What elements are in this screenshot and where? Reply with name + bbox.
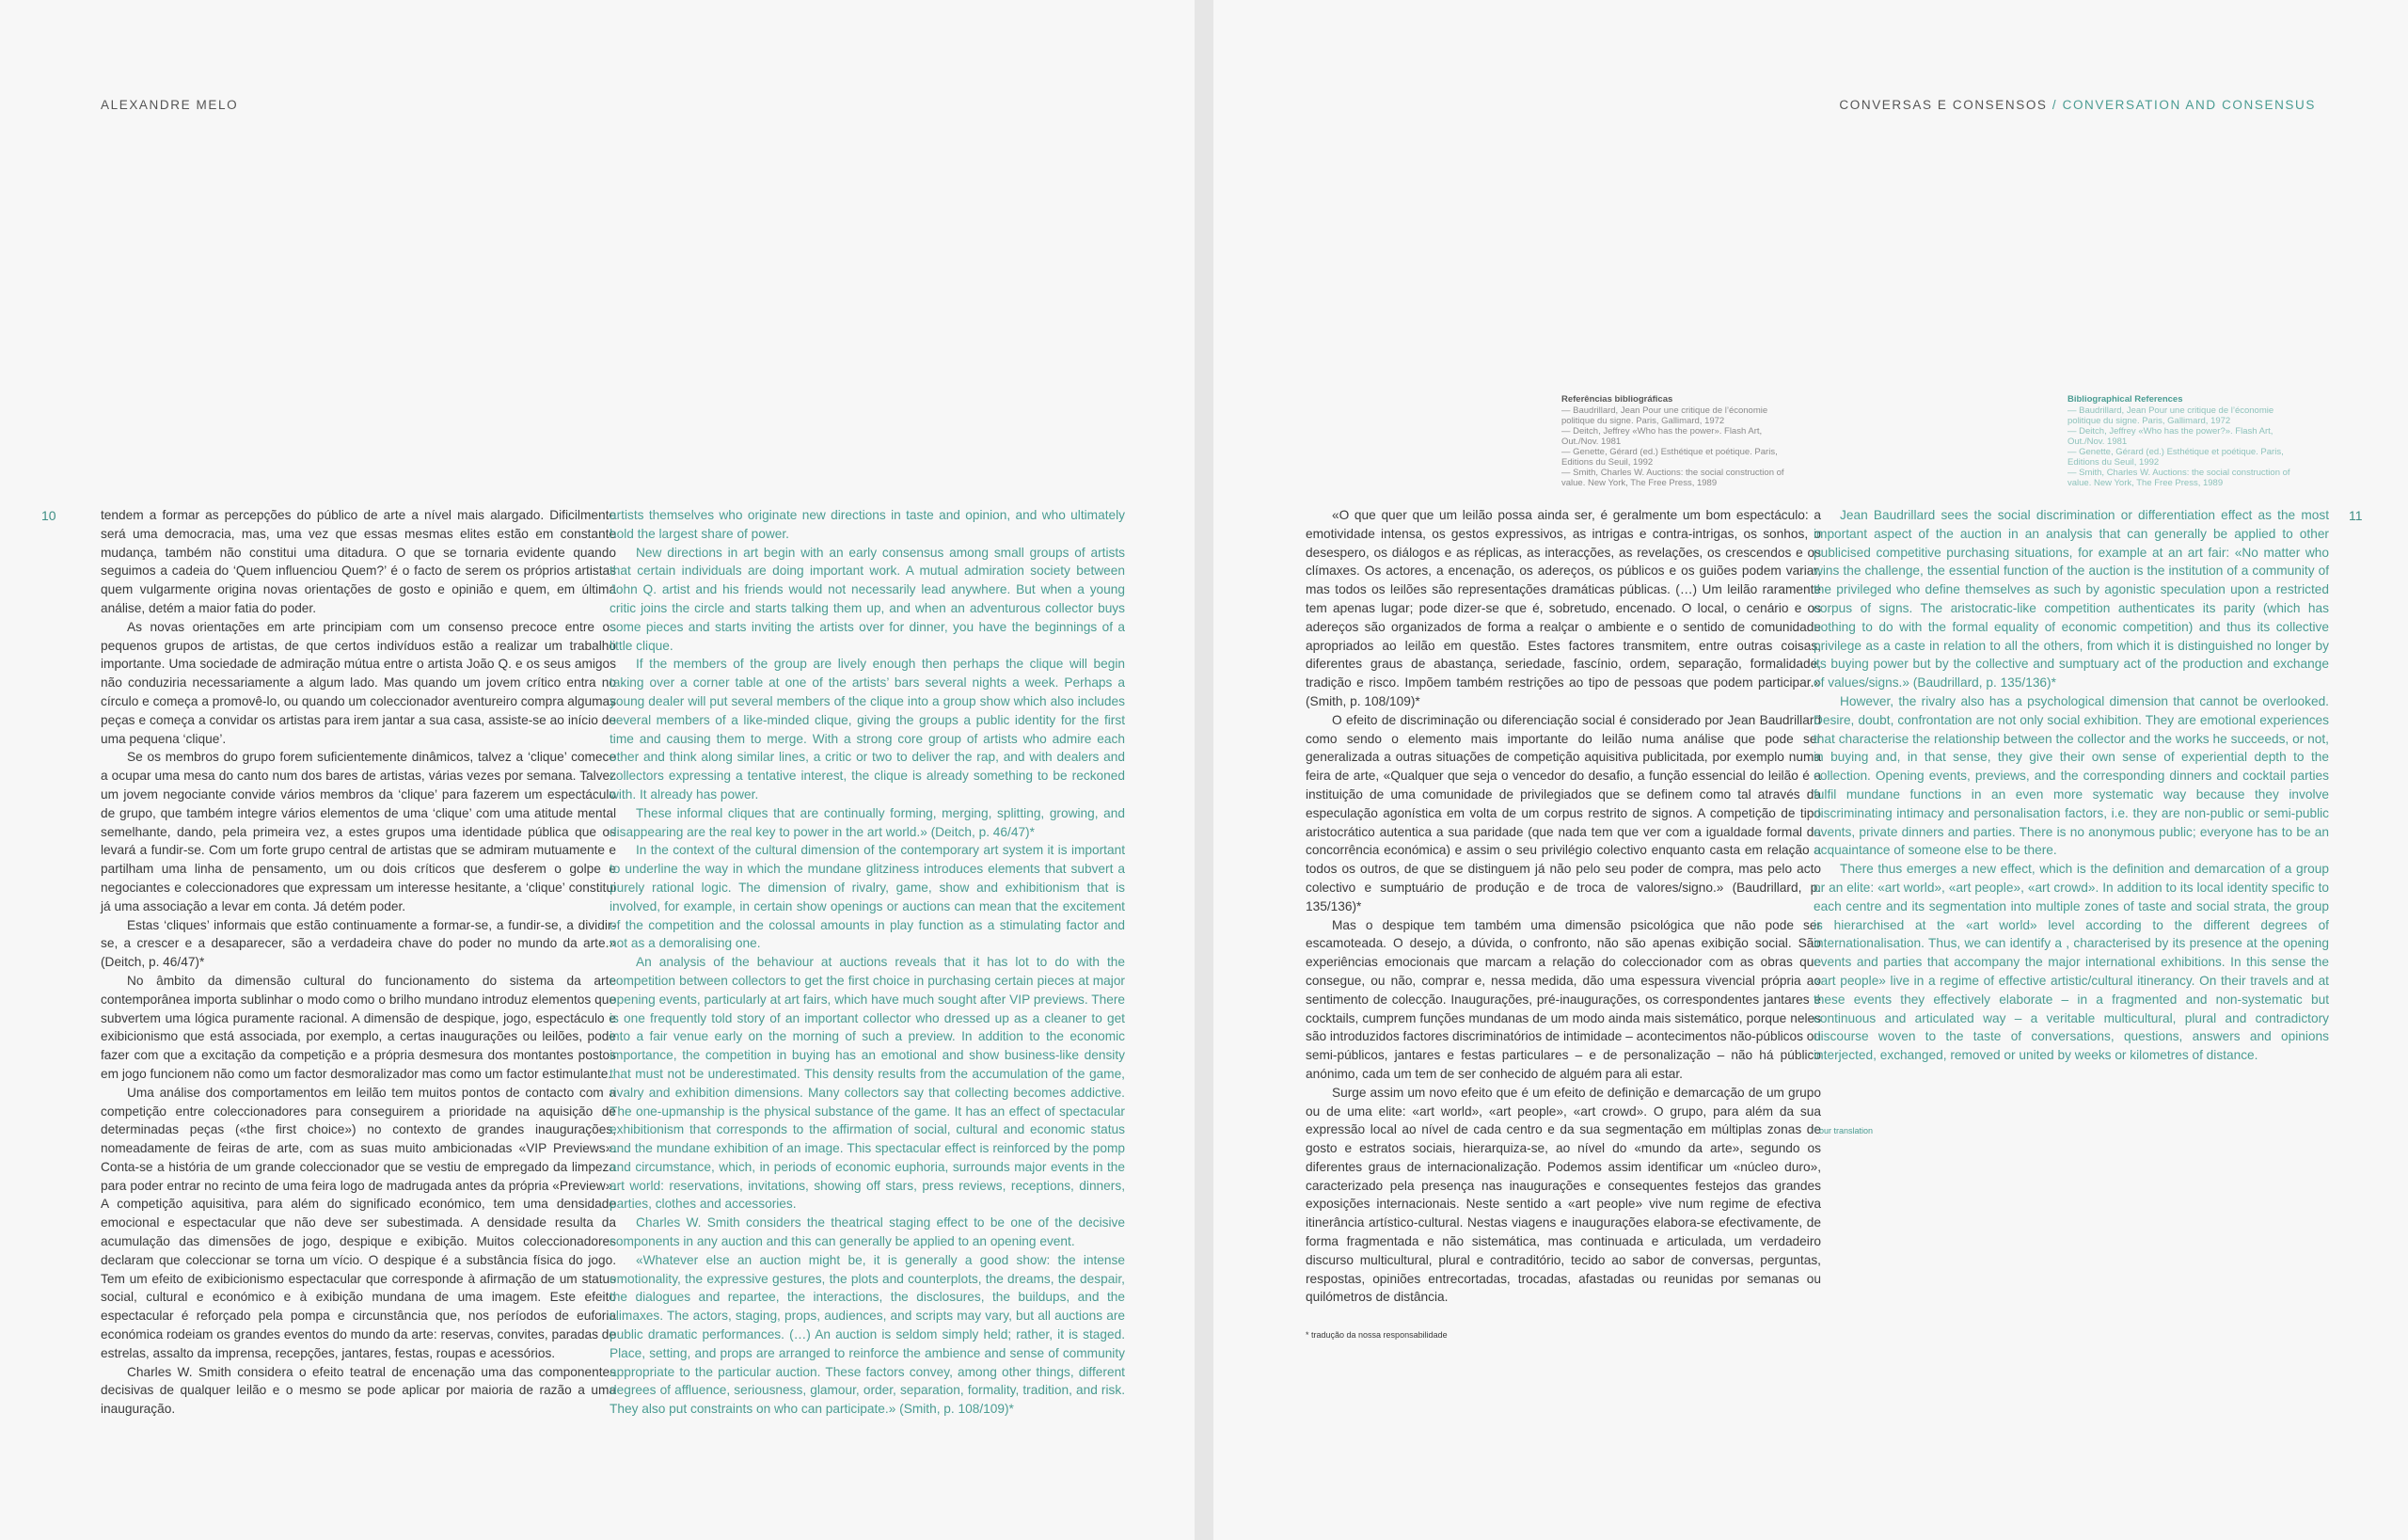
- paragraph: «Whatever else an auction might be, it is generally a good show: the intense emotionality, the expressive gestures, the plots and counterplots, the dreams, the despair, the dialogues and repartee, the interactions, the disclosures, the buildups, and the climaxes. The actors, staging, props, audiences, and scripts may vary, but all auctions are public dramatic performances. (…) An auction is seldom simply held; rather, it is staged. Place, setting, and props are arranged to reinforce the ambience and sense of community appropriate to the particular auction. These factors convey, among other things, different degrees of affluence, seriousness, glamour, order, separation, formality, tradition, and risk. They also put constraints on who can participate.» (Smith, p. 108/109)*: [610, 1252, 1125, 1417]
- references-english: [2067, 394, 2303, 488]
- reference-item: — Baudrillard, Jean Pour une critique de l’économie politique du signe. Paris, Gallimard, 1972: [2067, 405, 2274, 426]
- footnote-portuguese: * tradução da nossa responsabilidade: [1306, 1330, 1448, 1340]
- reference-item: — Genette, Gérard (ed.) Esthétique et poétique. Paris, Editions du Seuil, 1992: [1561, 447, 1778, 468]
- paragraph: Surge assim um novo efeito que é um efeito de definição e demarcação de um grupo ou de uma elite: «art world», «art people», «art crowd». O grupo, para além da sua expressão local ao nível de cada centro e da sua segmentação em múltiplas zonas de gosto e estratos sociais, hierarquiza-se, ao nível do «mundo da arte», segundo os diferentes graus de internacionalização. Podemos assim identificar um «núcleo duro», caracterizado pela presença nas inaugurações e consequentes festejos das grandes exposições internacionais. Neste sentido a «art people» vive num regime de efectiva itinerância artístico-cultural. Nestas viagens e inaugurações elabora-se efectivamente, de forma fragmentada e não sistemática, mas continuada e articulada, um verdadeiro discurso multicultural, plural e contraditório, tecido ao sabor de conversas, perguntas, respostas, opiniões entrecortadas, trocadas, afastadas ou reunidas por semanas ou quilómetros de distância.: [1306, 1085, 1821, 1305]
- paragraph: «O que quer que um leilão possa ainda ser, é geralmente um bom espectáculo: a emotividade intensa, os gestos expressivos, as intrigas e contra-intrigas, os sonhos, o desespero, os diálogos e as réplicas, as interacções, as revelações, os crescendos e os clímaxes. Os actores, a encenação, os adereços, os públicos e os guiões podem variar, mas todos os leilões são representações dramáticas públicas. (…) Um leilão raramente tem apenas lugar; pode dizer-se que é, sobretudo, encenado. O local, o cenário e os adereços são organizados de forma a realçar o ambiente e o sentido de comunidade apropriados ao leilão em questão. Estes factores transmitem, entre outras coisas, diferentes graus de abastança, seriedade, fascínio, ordem, separação, formalidade, tradição e risco. Impõem também restrições ao tipo de pessoas que podem participar.» (Smith, p. 108/109)*: [1306, 508, 1821, 708]
- reference-item: — Smith, Charles W. Auctions: the social construction of value. New York, The Free Press, 1989: [1561, 468, 1784, 488]
- column-portuguese-left: [101, 506, 616, 1419]
- column-english-left: [610, 506, 1125, 1419]
- paragraph: These informal cliques that are continually forming, merging, splitting, growing, and disappearing are the real key to power in the art world.» (Deitch, p. 46/47)*: [610, 805, 1125, 839]
- paragraph: If the members of the group are lively enough then perhaps the clique will begin taking over a corner table at one of the artists’ bars several nights a week. Perhaps a young dealer will put several members of the clique into a group show which also includes several members of a like-minded clique, giving the groups a public identity for the first time and causing them to merge. With a strong core group of artists who admire each other and think along similar lines, a critic or two to deliver the rap, and with dealers and collectors expressing a tentative interest, the clique is already something to be reckoned with. It already has power.: [610, 657, 1125, 802]
- paragraph: As novas orientações em arte principiam com um consenso precoce entre os pequenos grupos de artistas, de que certos indivíduos estão a realizar um trabalho importante. Uma sociedade de admiração mútua entre o artista João Q. e os seus amigos não conduziria necessariamente a algum lado. Mas quando um jovem crítico entra no círculo e começa a promovê-lo, ou quando um coleccionador aventureiro compra algumas peças e começa a convidar os artistas para irem jantar a sua casa, assiste-se ao início de uma pequena ‘clique’.: [101, 619, 616, 746]
- paragraph: In the context of the cultural dimension of the contemporary art system it is important to underline the way in which the mundane glitziness introduces elements that subvert a purely rational logic. The dimension of rivalry, game, show and exhibitionism that is involved, for example, in certain show openings or auctions can mean that the excitement of the competition and the colossal amounts in play function as a stimulating factor and not as a demoralising one.: [610, 843, 1125, 951]
- reference-item: — Deitch, Jeffrey «Who has the power». Flash Art, Out./Nov. 1981: [1561, 426, 1763, 447]
- page-number-right: 11: [2349, 508, 2363, 523]
- header-title-pt: CONVERSAS E CONSENSOS: [1839, 98, 2048, 112]
- running-header-title: [1839, 98, 2316, 112]
- left-page: [0, 0, 1195, 1540]
- paragraph: Jean Baudrillard sees the social discrimination or differentiation effect as the most important aspect of the auction in an analysis that can generally be applied to other publicised competitive purchasing situations, for example at an art fair: «No matter who wins the challenge, the essential function of the auction is the institution of a community of the privileged who define themselves as such by agonistic speculation upon a restricted corpus of signs. The aristocratic-like competition authenticates its parity (which has nothing to do with the formal equality of economic competition) and thus its collective privilege as a caste in relation to all the others, from which it is distinguished no longer by its buying power but by the collective and sumptuary act of the production and exchange of values/signs.» (Baudrillard, p. 135/136)*: [1814, 508, 2329, 691]
- paragraph: tendem a formar as percepções do público de arte a nível mais alargado. Dificilmente será uma democracia, mas, uma vez que essas mesmas elites estão em constante mudança, também não constitui uma ditadura. O que se tornaria evidente quando seguimos a cadeia do ‘Quem influenciou Quem?’ é o facto de serem os próprios artistas quem vulgarmente origina novas orientações de gosto e opinião e quem, em última análise, detém a maior fatia do poder.: [101, 508, 616, 615]
- references-portuguese: [1561, 394, 1797, 488]
- footnote-english: * our translation: [1814, 1126, 1874, 1135]
- reference-item: — Baudrillard, Jean Pour une critique de l’économie politique du signe. Paris, Gallimard, 1972: [1561, 405, 1768, 426]
- column-portuguese-right: [1306, 506, 1821, 1307]
- paragraph: New directions in art begin with an early consensus among small groups of artists that certain individuals are doing important work. A mutual admiration society between John Q. artist and his friends would not necessarily lead anywhere. But when a young critic joins the circle and starts talking them up, and when an adventurous collector buys some pieces and starts inviting the artists over for dinner, you have the beginnings of a little clique.: [610, 545, 1125, 653]
- paragraph: Mas o despique tem também uma dimensão psicológica que não pode ser escamoteada. O desejo, a dúvida, o confronto, não são apenas exibição social. São experiências emocionais que marcam a relação do coleccionador com as obras que consegue, ou não, comprar e, nessa medida, dão uma espessura vivencial própria ao sentimento de colecção. Inaugurações, pré-inaugurações, os correspondentes jantares e cocktails, cumprem funções mundanas de um modo ainda mais sistemático, porque neles são introduzidos factores discriminatórios de intimidade – acontecimentos não-públicos ou semi-públicos, jantares e festas particulares – e de personalização – não há público anónimo, cada um tem de ser conhecido de alguém para ali estar.: [1306, 917, 1821, 1081]
- paragraph: Se os membros do grupo forem suficientemente dinâmicos, talvez a ‘clique’ comece a ocupar uma mesa do canto num dos bares de artistas, várias vezes por semana. Talvez um jovem negociante convide vários membros da ‘clique’ para fazerem um espectáculo de grupo, que também integre vários elementos de uma ‘clique’ com uma atitude mental semelhante, dando, pela primeira vez, a estes grupos uma identidade pública que os levará a fundir-se. Com um forte grupo central de artistas que se admiram mutuamente e partilham uma linha de pensamento, um ou dois críticos que desferem o golpe e negociantes e coleccionadores que expressam um interesse hesitante, a ‘clique’ constitui já uma associação a levar em conta. Já detém poder.: [101, 750, 616, 913]
- paragraph: No âmbito da dimensão cultural do funcionamento do sistema da arte contemporânea importa sublinhar o modo como o brilho mundano introduz elementos que subvertem uma lógica puramente racional. A dimensão de despique, jogo, espectáculo e exibicionismo que está associada, por exemplo, a certas inaugurações ou leilões, pode fazer com que a excitação da competição e a própria desmesura dos montantes postos em jogo funcionem não como um factor desmoralizador mas como um factor estimulante.: [101, 973, 616, 1081]
- paragraph: Estas ‘cliques’ informais que estão continuamente a formar-se, a fundir-se, a dividir-se, a crescer e a desaparecer, são a verdadeira chave do poder no mundo da arte.» (Deitch, p. 46/47)*: [101, 917, 616, 970]
- paragraph: Uma análise dos comportamentos em leilão tem muitos pontos de contacto com a competição entre coleccionadores para conseguirem a prioridade na aquisição de determinadas peças («the first choice») no contexto de grandes inaugurações, nomeadamente de feiras de arte, com as suas muito ambicionadas «VIP Previews». Conta-se a história de um grande coleccionador que se vestiu de empregado da limpeza para poder entrar no recinto de uma feira logo de madrugada antes da própria «Preview». A competição aquisitiva, para além do significado económico, tem uma densidade emocional e espectacular que não deve ser subestimada. A densidade resulta da acumulação das dimensões de jogo, despique e exibição. Muitos coleccionadores declaram que coleccionar se torna um vício. O despique é a substância física do jogo. Tem um efeito de exibicionismo espectacular que corresponde à afirmação de um status social, cultural e económico e à exibição mundana de uma imagem. Este efeito espectacular é reforçado pela pompa e circunstância que, nos períodos de euforia económica rodeiam os grandes eventos do mundo da arte: reservas, convites, paradas de estrelas, assalto da imprensa, recepções, jantares, festas, roupas e acessórios.: [101, 1085, 616, 1360]
- paragraph: An analysis of the behaviour at auctions reveals that it has lot to do with the competition between collectors to get the first choice in purchasing certain pieces at major opening events, particularly at art fairs, which have much sought after VIP previews. There is one frequently told story of an important collector who dressed up as a cleaner to get into a fair venue early on the morning of such a preview. In addition to the economic importance, the competition in buying has an emotional and show business-like density that must not be underestimated. This density results from the accumulation of the game, rivalry and exhibition dimensions. Many collectors say that collecting becomes addictive. The one-upmanship is the physical substance of the game. It has an effect of spectacular exhibitionism that corresponds to the affirmation of social, cultural and economic status and the mundane exhibition of an image. This spectacular effect is reinforced by the pomp and circumstance, which, in periods of economic euphoria, surrounds major events in the art world: reservations, invitations, showing off stars, press reviews, receptions, dinners, parties, clothes and accessories.: [610, 955, 1125, 1212]
- right-page: [1213, 0, 2408, 1540]
- paragraph: Charles W. Smith considera o efeito teatral de encenação uma das componentes decisivas de qualquer leilão e o mesmo se pode aplicar por maioria de razão a uma inauguração.: [101, 1364, 616, 1417]
- paragraph: Charles W. Smith considers the theatrical staging effect to be one of the decisive components in any auction and this can generally be applied to an opening event.: [610, 1215, 1125, 1249]
- header-separator: /: [2047, 98, 2063, 112]
- reference-item: — Smith, Charles W. Auctions: the social construction of value. New York, The Free Press, 1989: [2067, 468, 2290, 488]
- reference-item: — Genette, Gérard (ed.) Esthétique et poétique. Paris, Editions du Seuil, 1992: [2067, 447, 2284, 468]
- references-title: Referências bibliográficas: [1561, 394, 1673, 405]
- paragraph: artists themselves who originate new directions in taste and opinion, and who ultimately hold the largest share of power.: [610, 508, 1125, 541]
- paragraph: There thus emerges a new effect, which is the definition and demarcation of a group or an elite: «art world», «art people», «art crowd». In addition to its local identity specific to each centre and its segmentation into multiple zones of taste and social strata, the group is hierarchised at the «art world» level according to the different degrees of internationalisation. Thus, we can identify a , characterised by its presence at the opening events and parties that accompany the major international exhibitions. In this sense the «art people» live in a regime of effective artistic/cultural itinerancy. On their travels and at these events they effectively elaborate – in a fragmented and non-systematic but continuous and articulated way – a veritable multicultural, plural and contradictory discourse woven to the taste of conversations, questions, answers and opinions interjected, exchanged, removed or united by weeks or kilometres of distance.: [1814, 862, 2329, 1063]
- paragraph: O efeito de discriminação ou diferenciação social é considerado por Jean Baudrillard como sendo o elemento mais importante do leilão numa análise que pode ser generalizada a outras situações de competição aquisitiva publicitada, por exemplo numa feira de arte, «Qualquer que seja o vencedor do desafio, a função essencial do leilão é a instituição de uma comunidade de privilegiados que se definem como tal através da especulação agonística em volta de um corpus restrito de signos. A competição de tipo aristocrático autentica a sua paridade (que nada tem que ver com a igualdade formal da concorrência económica) e assim o seu privilégio colectivo enquanto casta em relação a todos os outros, de que se distinguem já não pelo seu poder de compra, mas pelo acto colectivo e sumptuário de produção e de troca de valores/signo.» (Baudrillard, p. 135/136)*: [1306, 712, 1821, 913]
- page-number-left: 10: [41, 508, 56, 523]
- column-english-right: [1814, 506, 2329, 1065]
- book-gutter: [1195, 0, 1213, 1540]
- paragraph: However, the rivalry also has a psychological dimension that cannot be overlooked. Desire, doubt, confrontation are not only social exhibition. They are emotional experiences that characterise the relationship between the collector and the works he succeeds, or not, in buying and, in that sense, they give their own sense of experiential depth to the collection. Opening events, previews, and the corresponding dinners and cocktail parties fulfil mundane functions in an even more systematic way because they involve discriminating intimacy and personalisation factors, i.e. they are non-public or semi-public events, private dinners and parties. There is no anonymous public; everyone has to be an acquaintance of someone else to be there.: [1814, 693, 2329, 858]
- header-title-en: CONVERSATION AND CONSENSUS: [2062, 98, 2316, 112]
- running-header-author: ALEXANDRE MELO: [101, 98, 239, 112]
- reference-item: — Deitch, Jeffrey «Who has the power?». Flash Art, Out./Nov. 1981: [2067, 426, 2273, 447]
- references-title: Bibliographical References: [2067, 394, 2183, 405]
